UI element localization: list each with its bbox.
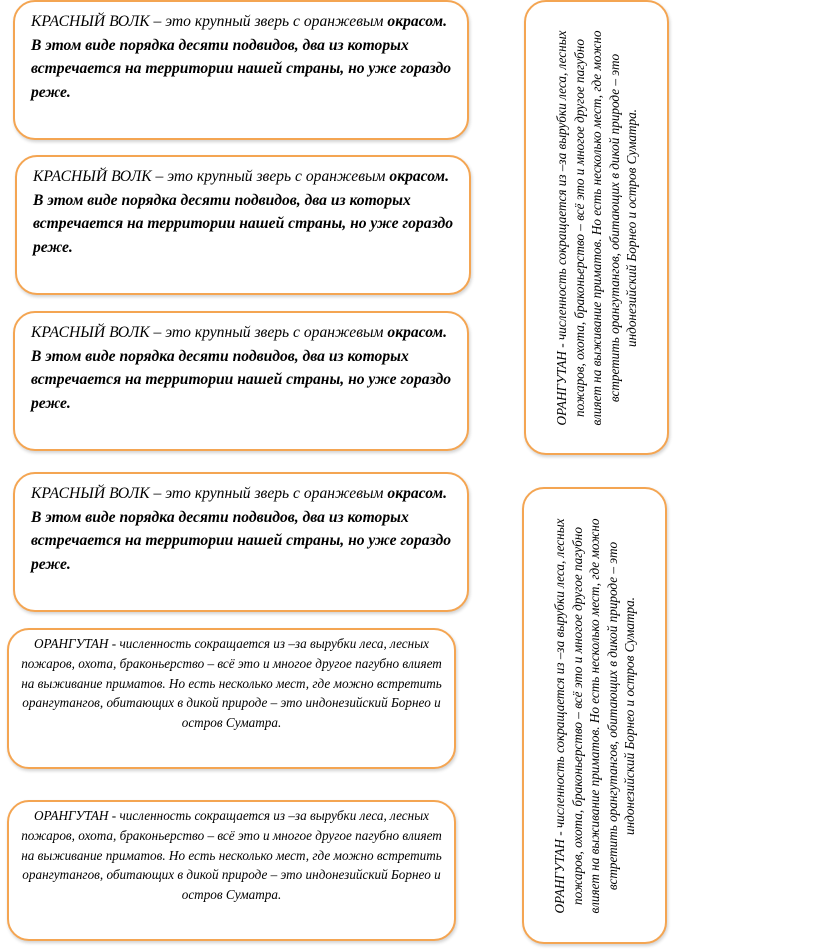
red-wolf-card-1 [13,0,469,140]
orangutan-card-1 [7,628,456,769]
red-wolf-body: окрасом. В этом виде порядка десяти подвидов, два из которых встречается на территории нашей страны, но уже гораздо реже. [31,324,451,412]
orangutan-vertical-text: ОРАНГУТАН - численность сокращается из –за вырубки леса, лесных пожаров, охота, браконьерство – всё это и многое другое пагубно влияет на выживание приматов. Но есть несколько мест, где можно встретить орангутангов, обитающих в дикой природе – это индонезийский Борнео и остров Суматра. [553,29,639,426]
red-wolf-card-4 [13,472,469,612]
red-wolf-body: окрасом. В этом виде порядка десяти подвидов, два из которых встречается на территории нашей страны, но уже гораздо реже. [33,168,453,256]
red-wolf-text [31,482,451,576]
orangutan-text: ОРАНГУТАН - численность сокращается из –за вырубки леса, лесных пожаров, охота, браконьерство – всё это и многое другое пагубно влияет на выживание приматов. Но есть несколько мест, где можно встретить орангутангов, обитающих в дикой природе – это индонезийский Борнео и остров Суматра. [21,636,442,731]
red-wolf-text [33,165,453,259]
orangutan-vertical-text: ОРАНГУТАН - численность сокращается из –за вырубки леса, лесных пожаров, охота, браконьерство – всё это и многое другое пагубно влияет на выживание приматов. Но есть несколько мест, где можно встретить орангутангов, обитающих в дикой природе – это индонезийский Борнео и остров Суматра. [551,517,637,914]
red-wolf-card-2 [15,155,471,295]
orangutan-vertical-card-2 [522,487,667,944]
red-wolf-lead: КРАСНЫЙ ВОЛК – это крупный зверь с оранжевым [31,13,384,30]
red-wolf-lead: КРАСНЫЙ ВОЛК – это крупный зверь с оранжевым [31,485,384,502]
red-wolf-card-3 [13,311,469,451]
orangutan-text: ОРАНГУТАН - численность сокращается из –за вырубки леса, лесных пожаров, охота, браконьерство – всё это и многое другое пагубно влияет на выживание приматов. Но есть несколько мест, где можно встретить орангутангов, обитающих в дикой природе – это индонезийский Борнео и остров Суматра. [21,808,442,903]
red-wolf-lead: КРАСНЫЙ ВОЛК – это крупный зверь с оранжевым [33,168,386,185]
orangutan-vertical-card-1 [524,0,669,455]
red-wolf-body: окрасом. В этом виде порядка десяти подвидов, два из которых встречается на территории нашей страны, но уже гораздо реже. [31,485,451,573]
orangutan-card-2 [7,800,456,941]
red-wolf-body: окрасом. В этом виде порядка десяти подвидов, два из которых встречается на территории нашей страны, но уже гораздо реже. [31,13,451,101]
red-wolf-text [31,321,451,415]
red-wolf-lead: КРАСНЫЙ ВОЛК – это крупный зверь с оранжевым [31,324,384,341]
red-wolf-text [31,10,451,104]
